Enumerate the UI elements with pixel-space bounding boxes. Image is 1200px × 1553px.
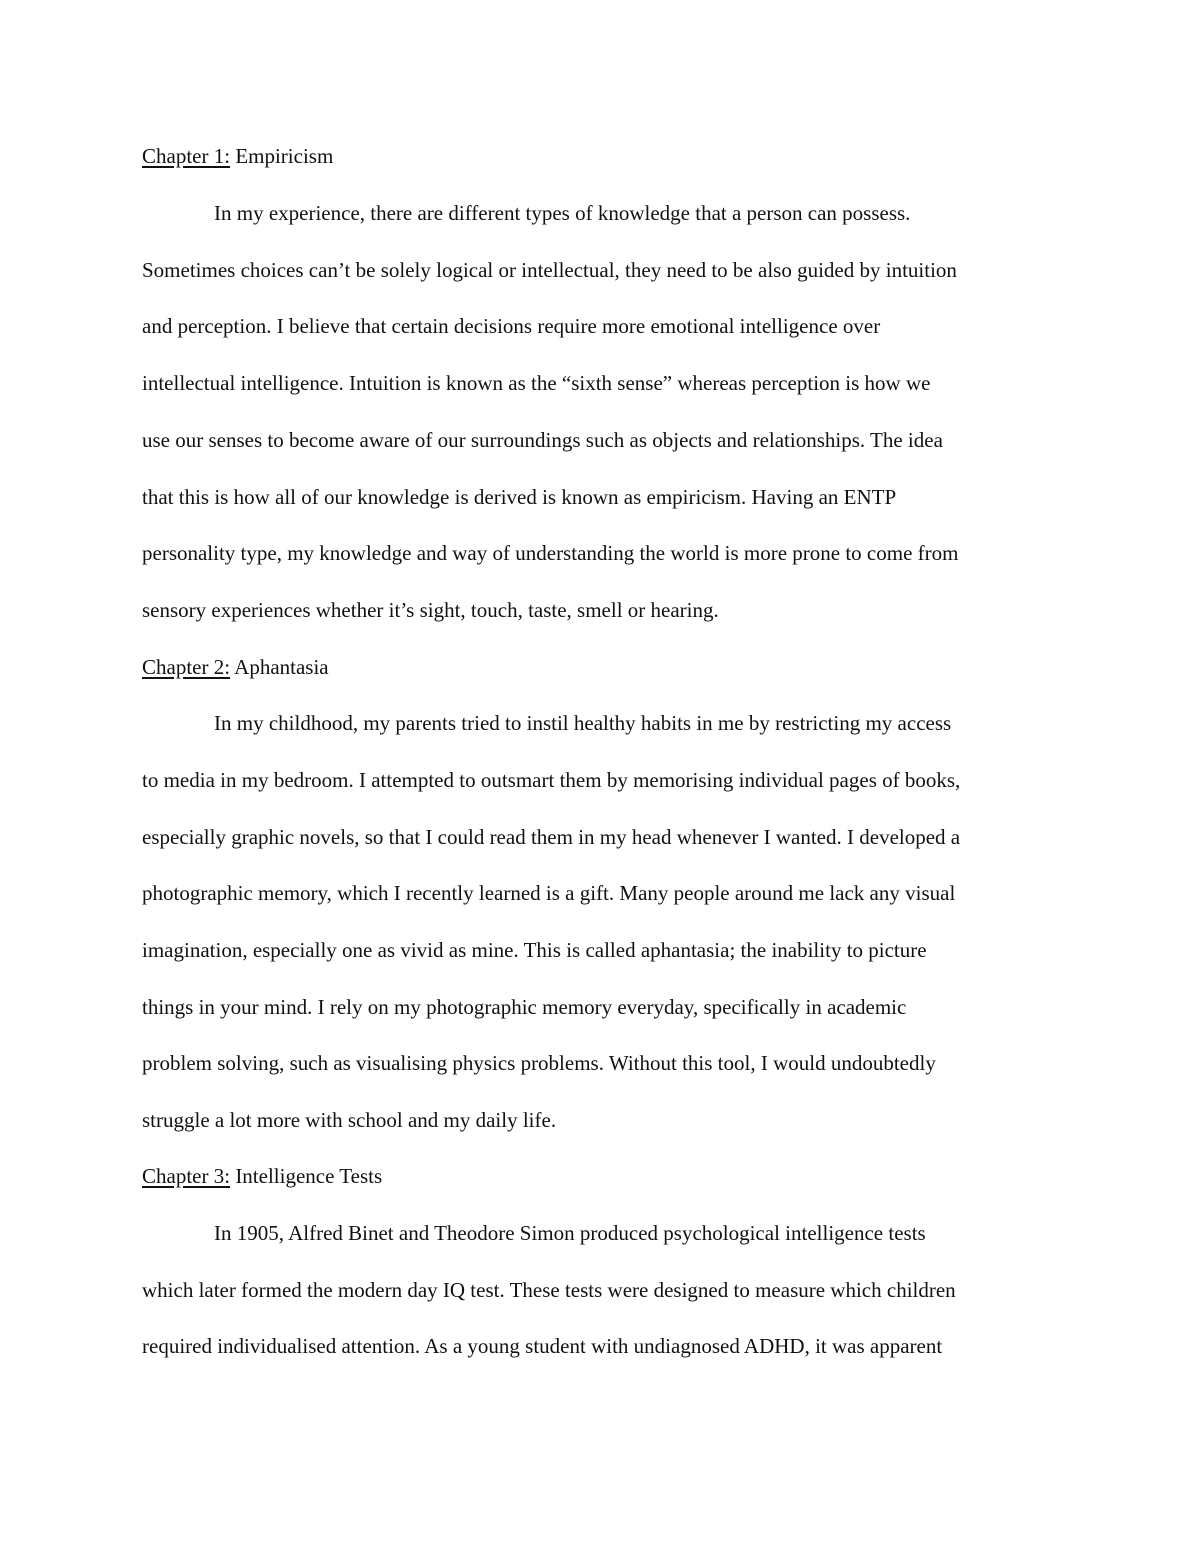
chapter-2-paragraph-line: photographic memory, which I recently learned is a gift. Many people around me lack any visual xyxy=(142,881,956,905)
chapter-2-paragraph-line: imagination, especially one as vivid as mine. This is called aphantasia; the inability to picture xyxy=(142,938,927,962)
chapter-2-paragraph-line: to media in my bedroom. I attempted to outsmart them by memorising individual pages of books, xyxy=(142,768,961,792)
chapter-1-paragraph-line: that this is how all of our knowledge is derived is known as empiricism. Having an ENTP xyxy=(142,485,897,509)
chapter-1-title: Empiricism xyxy=(230,144,334,168)
chapter-2-label: Chapter 2: xyxy=(142,655,231,679)
chapter-2-paragraph-line: especially graphic novels, so that I could read them in my head whenever I wanted. I developed a xyxy=(142,825,961,849)
chapter-3-paragraph-line: which later formed the modern day IQ test. These tests were designed to measure which children xyxy=(142,1278,956,1302)
chapter-1-paragraph-line: personality type, my knowledge and way of understanding the world is more prone to come from xyxy=(142,541,959,565)
chapter-3-title: Intelligence Tests xyxy=(230,1164,383,1188)
chapter-1-paragraph-line: Sometimes choices can’t be solely logical or intellectual, they need to be also guided by intuition xyxy=(142,258,957,282)
chapter-2-paragraph-line: In my childhood, my parents tried to instil healthy habits in me by restricting my access xyxy=(214,711,952,735)
chapter-1-label: Chapter 1: xyxy=(142,144,231,168)
chapter-3-label: Chapter 3: xyxy=(142,1164,231,1188)
chapter-1-heading xyxy=(142,146,333,167)
chapter-1-paragraph-line: and perception. I believe that certain decisions require more emotional intelligence over xyxy=(142,314,881,338)
chapter-1-paragraph-line: use our senses to become aware of our surroundings such as objects and relationships. The idea xyxy=(142,428,943,452)
chapter-1-paragraph-line: intellectual intelligence. Intuition is known as the “sixth sense” whereas perception is how we xyxy=(142,371,931,395)
chapter-3-paragraph-line: In 1905, Alfred Binet and Theodore Simon produced psychological intelligence tests xyxy=(214,1221,926,1245)
chapter-2-heading xyxy=(142,657,329,678)
chapter-1-paragraph-line: sensory experiences whether it’s sight, touch, taste, smell or hearing. xyxy=(142,598,719,622)
chapter-2-title: Aphantasia xyxy=(230,655,329,679)
chapter-2-paragraph-line: struggle a lot more with school and my daily life. xyxy=(142,1108,557,1132)
chapter-2-paragraph-line: things in your mind. I rely on my photographic memory everyday, specifically in academic xyxy=(142,995,907,1019)
chapter-3-paragraph-line: required individualised attention. As a young student with undiagnosed ADHD, it was apparent xyxy=(142,1334,943,1358)
chapter-3-heading xyxy=(142,1166,382,1187)
chapter-1-paragraph-line: In my experience, there are different types of knowledge that a person can possess. xyxy=(214,201,911,225)
chapter-2-paragraph-line: problem solving, such as visualising physics problems. Without this tool, I would undoubtedly xyxy=(142,1051,936,1075)
